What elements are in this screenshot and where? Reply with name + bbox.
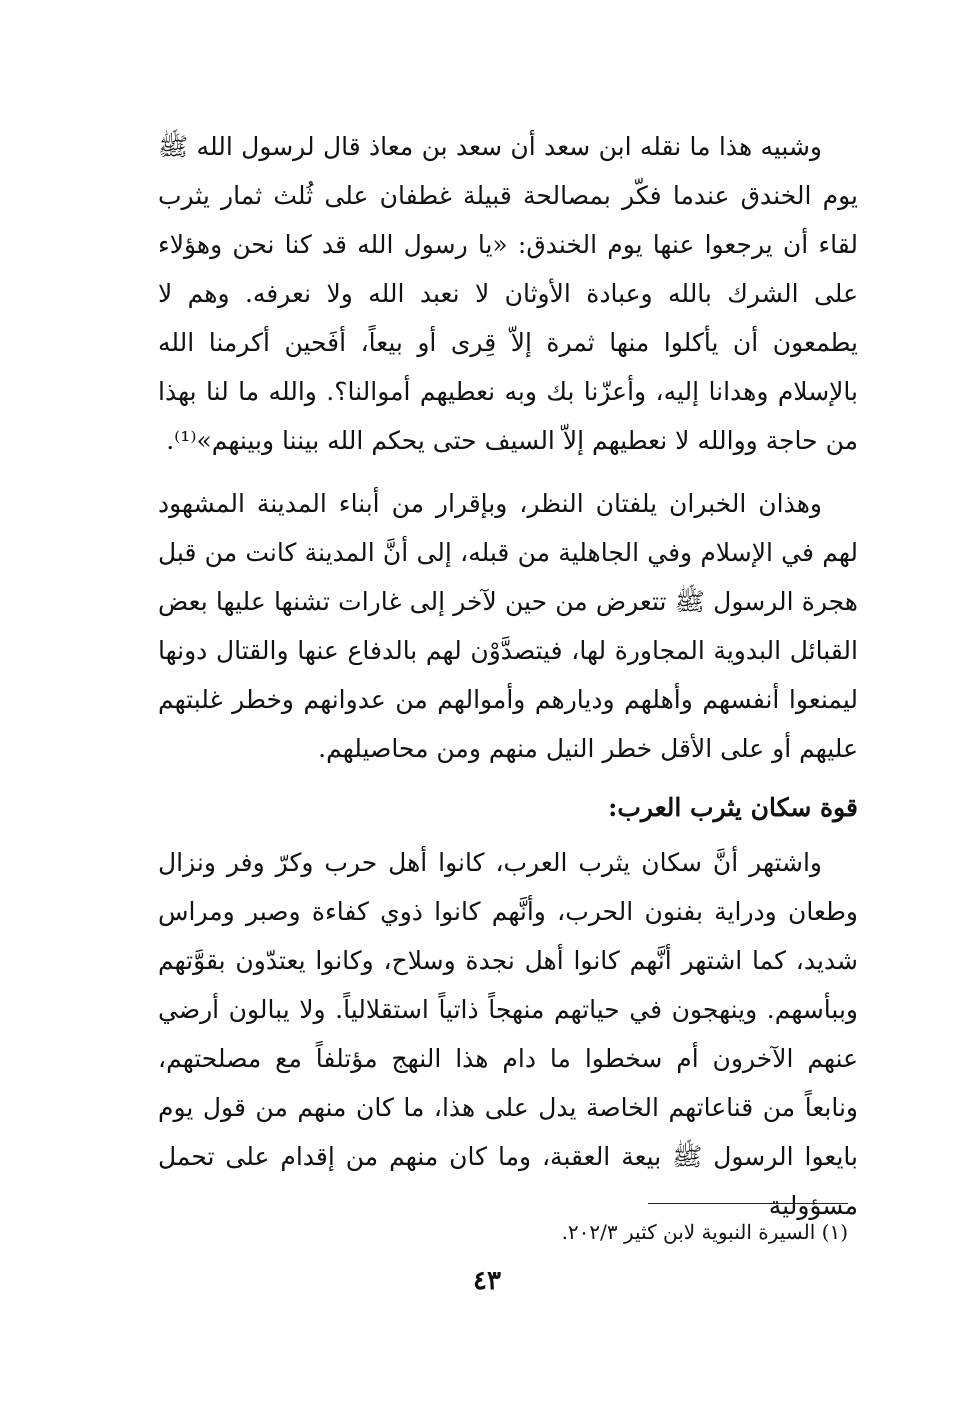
page-number: ٤٣: [473, 1266, 501, 1296]
paragraph: وهذان الخبران يلفتان النظر، وبإقرار من أبناء المدينة المشهود لهم في الإسلام وفي الجاهلية من قبله، إلى أنَّ المدينة كانت من قبل هجرة الرسول ﷺ تتعرض من حين لآخر إلى غارات تشنها عليها بعض القبائل البدوية المجاورة لها، فيتصدَّوْن لهم بالدفاع عنها والقتال دونها ليمنعوا أنفسهم وأهلهم وديارهم وأموالهم من عدوانهم وخطر غلبتهم عليهم أو على الأقل خطر النيل منهم ومن محاصيلهم.: [158, 489, 858, 763]
paragraph: واشتهر أنَّ سكان يثرب العرب، كانوا أهل حرب وكرّ وفر ونزال وطعان ودراية بفنون الحرب، وأنَّهم كانوا ذوي كفاءة وصبر ومراس شديد، كما اشتهر أنَّهم كانوا أهل نجدة وسلاح، وكانوا يعتدّون بقوَّتهم وببأسهم. وينهجون في حياتهم منهجاً ذاتياً استقلالياً. ولا يبالون أرضي عنهم الآخرون أم سخطوا ما دام هذا النهج مؤتلفاً مع مصلحتهم، ونابعاً من قناعاتهم الخاصة يدل على هذا، ما كان منهم من قول يوم بايعوا الرسول ﷺ بيعة العقبة، وما كان منهم من إقدام على تحمل مسؤولية: [158, 848, 858, 1220]
footnote: (١) السيرة النبوية لابن كثير ٢٠٢/٣.: [561, 1220, 848, 1244]
footnote-divider: [648, 1203, 848, 1204]
page-body: [158, 122, 858, 1230]
section-heading: قوة سكان يثرب العرب:: [608, 793, 858, 822]
paragraph: وشبيه هذا ما نقله ابن سعد أن سعد بن معاذ قال لرسول الله ﷺ يوم الخندق عندما فكّر بمصالحة قبيلة غطفان على ثُلث ثمار يثرب لقاء أن يرجعوا عنها يوم الخندق: «يا رسول الله قد كنا نحن وهؤلاء على الشرك بالله وعبادة الأوثان لا نعبد الله ولا نعرفه. وهم لا يطمعون أن يأكلوا منها ثمرة إلاّ قِرى أو بيعاً، أفَحين أكرمنا الله بالإسلام وهدانا إليه، وأعزّنا بك وبه نعطيهم أموالنا؟. والله ما لنا بهذا من حاجة ووالله لا نعطيهم إلاّ السيف حتى يحكم الله بيننا وبينهم»⁽¹⁾.: [158, 132, 858, 455]
